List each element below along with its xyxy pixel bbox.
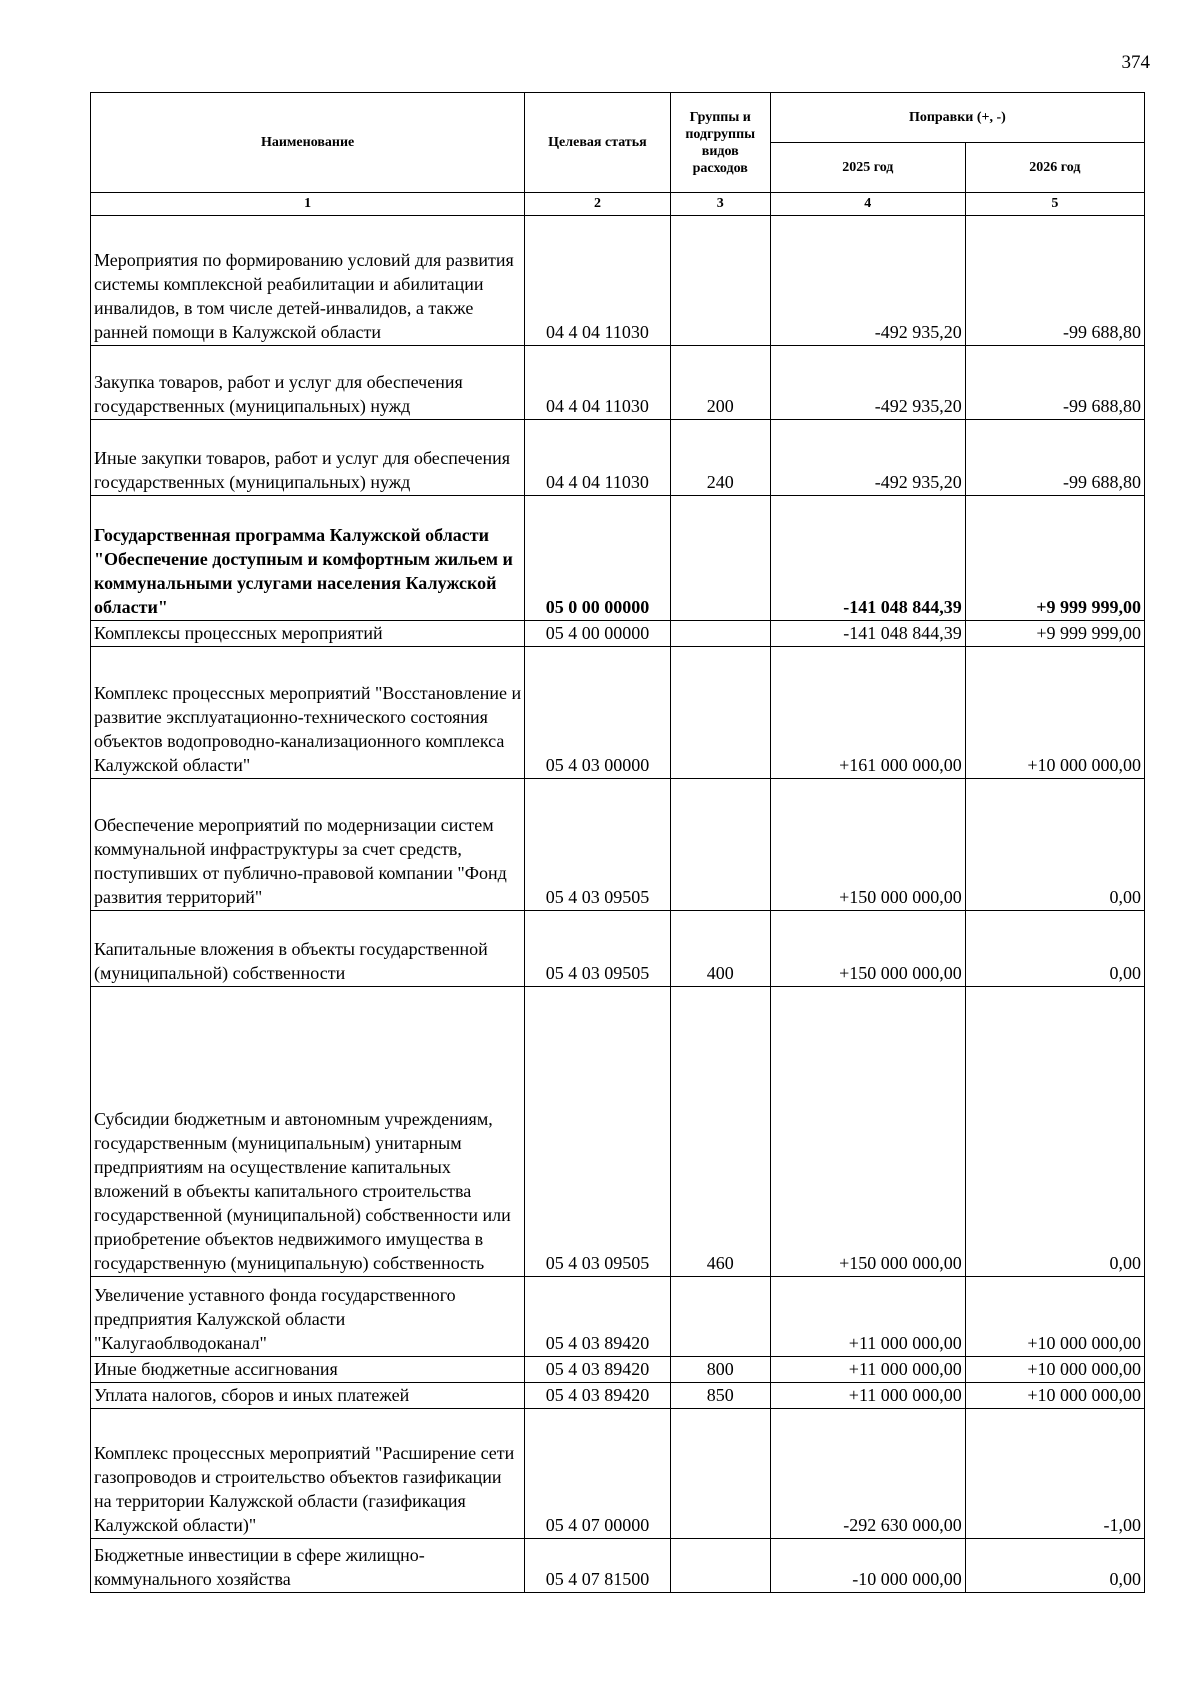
row-amount-2025: +150 000 000,00 (770, 779, 965, 911)
row-target-code: 04 4 04 11030 (525, 420, 670, 496)
row-target-code: 05 4 03 09505 (525, 911, 670, 987)
row-amount-2026: -99 688,80 (965, 420, 1144, 496)
table-row (91, 420, 1145, 496)
row-name: Комплекс процессных мероприятий "Восстановление и развитие эксплуатационно-технического состояния объектов водопроводно-канализационного комплекса Калужской области" (91, 647, 525, 779)
table-row (91, 647, 1145, 779)
row-target-code: 05 4 03 89420 (525, 1383, 670, 1409)
table-row (91, 1357, 1145, 1383)
row-amount-2026: -99 688,80 (965, 216, 1144, 346)
row-target-code: 04 4 04 11030 (525, 346, 670, 420)
budget-amendments-table (90, 92, 1145, 1593)
table-row (91, 346, 1145, 420)
row-amount-2025: +150 000 000,00 (770, 987, 965, 1277)
column-number: 5 (965, 193, 1144, 216)
column-number: 4 (770, 193, 965, 216)
row-target-code: 05 4 03 09505 (525, 779, 670, 911)
row-target-code: 05 0 00 00000 (525, 496, 670, 621)
row-amount-2025: -492 935,20 (770, 216, 965, 346)
page-number: 374 (1121, 52, 1150, 73)
row-expense-group (670, 216, 770, 346)
row-amount-2026: -99 688,80 (965, 346, 1144, 420)
row-amount-2026: 0,00 (965, 911, 1144, 987)
row-name: Иные бюджетные ассигнования (91, 1357, 525, 1383)
row-name: Закупка товаров, работ и услуг для обеспечения государственных (муниципальных) нужд (91, 346, 525, 420)
row-amount-2026: +9 999 999,00 (965, 496, 1144, 621)
row-amount-2025: -141 048 844,39 (770, 496, 965, 621)
row-amount-2026: +10 000 000,00 (965, 1357, 1144, 1383)
row-expense-group: 850 (670, 1383, 770, 1409)
row-expense-group (670, 647, 770, 779)
row-amount-2026: -1,00 (965, 1409, 1144, 1539)
row-amount-2026: 0,00 (965, 1539, 1144, 1593)
row-expense-group (670, 621, 770, 647)
row-expense-group: 200 (670, 346, 770, 420)
row-amount-2025: +11 000 000,00 (770, 1277, 965, 1357)
row-name: Комплексы процессных мероприятий (91, 621, 525, 647)
row-amount-2025: -141 048 844,39 (770, 621, 965, 647)
row-amount-2026: +10 000 000,00 (965, 1277, 1144, 1357)
row-expense-group (670, 1277, 770, 1357)
header-year-2025: 2025 год (770, 143, 965, 193)
row-name: Субсидии бюджетным и автономным учреждениям, государственным (муниципальным) унитарным предприятиям на осуществление капитальных вложений в объекты капитального строительства государственной (муниципальной) собственности или приобретение объектов недвижимого имущества в государственную (муниципальную) собственность (91, 987, 525, 1277)
row-expense-group: 800 (670, 1357, 770, 1383)
row-expense-group: 400 (670, 911, 770, 987)
row-amount-2026: +10 000 000,00 (965, 647, 1144, 779)
row-target-code: 05 4 07 00000 (525, 1409, 670, 1539)
row-name: Капитальные вложения в объекты государственной (муниципальной) собственности (91, 911, 525, 987)
header-target-article: Целевая статья (525, 93, 670, 193)
row-target-code: 05 4 00 00000 (525, 621, 670, 647)
row-name: Комплекс процессных мероприятий "Расширение сети газопроводов и строительство объектов газификации на территории Калужской области (газификация Калужской области)" (91, 1409, 525, 1539)
row-expense-group (670, 1409, 770, 1539)
row-target-code: 05 4 03 89420 (525, 1357, 670, 1383)
header-name: Наименование (91, 93, 525, 193)
row-amount-2025: -492 935,20 (770, 420, 965, 496)
table-row (91, 496, 1145, 621)
table-row (91, 216, 1145, 346)
header-expense-group: Группы и подгруппы видов расходов (670, 93, 770, 193)
row-amount-2026: +9 999 999,00 (965, 621, 1144, 647)
header-amendments: Поправки (+, -) (770, 93, 1144, 143)
table-row (91, 1383, 1145, 1409)
row-amount-2026: +10 000 000,00 (965, 1383, 1144, 1409)
row-expense-group (670, 779, 770, 911)
table-row (91, 911, 1145, 987)
row-amount-2025: +161 000 000,00 (770, 647, 965, 779)
row-target-code: 05 4 07 81500 (525, 1539, 670, 1593)
row-expense-group: 460 (670, 987, 770, 1277)
row-amount-2025: -292 630 000,00 (770, 1409, 965, 1539)
column-number: 1 (91, 193, 525, 216)
table-row (91, 1277, 1145, 1357)
row-target-code: 05 4 03 00000 (525, 647, 670, 779)
table-row (91, 987, 1145, 1277)
header-year-2026: 2026 год (965, 143, 1144, 193)
row-name: Мероприятия по формированию условий для развития системы комплексной реабилитации и абилитации инвалидов, в том числе детей-инвалидов, а также ранней помощи в Калужской области (91, 216, 525, 346)
column-number: 3 (670, 193, 770, 216)
row-amount-2026: 0,00 (965, 779, 1144, 911)
table-row (91, 779, 1145, 911)
row-name: Уплата налогов, сборов и иных платежей (91, 1383, 525, 1409)
row-name: Увеличение уставного фонда государственного предприятия Калужской области "Калугаоблводоканал" (91, 1277, 525, 1357)
row-name: Бюджетные инвестиции в сфере жилищно-коммунального хозяйства (91, 1539, 525, 1593)
row-name: Государственная программа Калужской области "Обеспечение доступным и комфортным жильем и коммунальными услугами населения Калужской области" (91, 496, 525, 621)
row-amount-2025: +150 000 000,00 (770, 911, 965, 987)
row-name: Обеспечение мероприятий по модернизации систем коммунальной инфраструктуры за счет средств, поступивших от публично-правовой компании "Фонд развития территорий" (91, 779, 525, 911)
row-amount-2026: 0,00 (965, 987, 1144, 1277)
table-row (91, 1409, 1145, 1539)
row-amount-2025: -10 000 000,00 (770, 1539, 965, 1593)
row-expense-group (670, 496, 770, 621)
row-target-code: 04 4 04 11030 (525, 216, 670, 346)
row-amount-2025: +11 000 000,00 (770, 1357, 965, 1383)
row-expense-group (670, 1539, 770, 1593)
column-number: 2 (525, 193, 670, 216)
row-target-code: 05 4 03 89420 (525, 1277, 670, 1357)
table-row (91, 621, 1145, 647)
row-target-code: 05 4 03 09505 (525, 987, 670, 1277)
table-row (91, 1539, 1145, 1593)
row-amount-2025: -492 935,20 (770, 346, 965, 420)
row-name: Иные закупки товаров, работ и услуг для обеспечения государственных (муниципальных) нужд (91, 420, 525, 496)
row-amount-2025: +11 000 000,00 (770, 1383, 965, 1409)
row-expense-group: 240 (670, 420, 770, 496)
